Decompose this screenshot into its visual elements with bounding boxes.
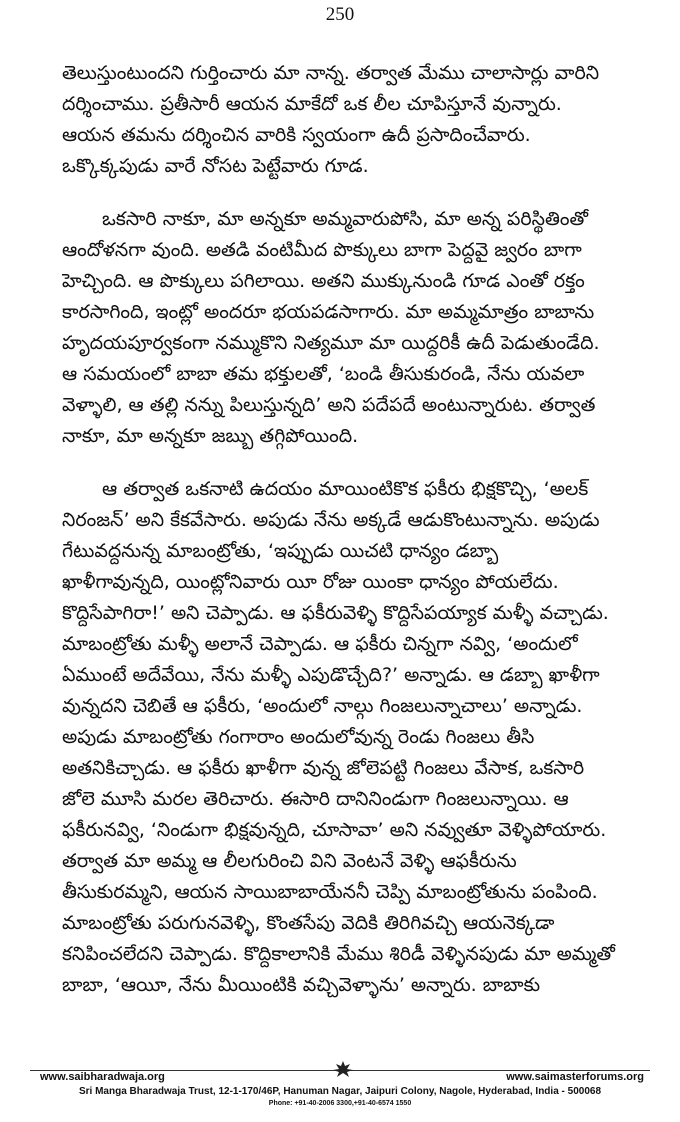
text-line: తెలుస్తుంటుందని గుర్తించారు మా నాన్న. తర్వాత మేము చాలాసార్లు వారిని [62, 62, 600, 84]
text-line: ఏముంటే అదేవేయి, నేను మళ్ళీ ఎపుడొచ్చేది?’ అన్నాడు. ఆ డబ్బా ఖాళీగా [62, 664, 600, 686]
text-line: ఆయన తమను దర్శించిన వారికి స్వయంగా ఉదీ ప్రసాదించేవారు. [62, 124, 531, 146]
body-text [62, 58, 622, 1023]
footer-emblem-icon [332, 1060, 354, 1078]
text-line: తర్వాత మా అమ్మ ఆ లీలగురించి విని వెంటనే వెళ్ళి ఆఫకీరును [62, 850, 517, 872]
text-line: మాబంట్రోతు మళ్ళీ అలానే చెప్పాడు. ఆ ఫకీరు చిన్నగా నవ్వి, ‘అందులో [62, 633, 578, 655]
footer-website-right[interactable]: www.saimasterforums.org [506, 1071, 644, 1083]
footer-address: Sri Manga Bharadwaja Trust, 12-1-170/46P, Hanuman Nagar, Jaipuri Colony, Nagole, Hyderabad, India - 500068 [78, 1086, 602, 1097]
paragraph [62, 474, 622, 1001]
text-line: కారసాగింది, ఇంట్లో అందరూ భయపడసాగారు. మా అమ్మమాత్రం బాబాను [62, 301, 595, 323]
page-footer [0, 1058, 680, 1122]
text-line: వెళ్ళాలి, ఆ తల్లి నన్ను పిలుస్తున్నది’ అని పదేపదే అంటున్నారుట. తర్వాత [62, 394, 596, 416]
paragraph [62, 204, 622, 452]
paragraph [62, 58, 622, 182]
footer-website-left[interactable]: www.saibharadwaja.org [40, 1071, 165, 1083]
text-line: ఒక్కొక్కపుడు వారే నోసట పెట్టేవారు గూడ. [62, 155, 369, 177]
text-line: కొద్దిసేపాగిరా!’ అని చెప్పాడు. ఆ ఫకీరువెళ్ళి కొద్దిసేపయ్యాక మళ్ళీ వచ్చాడు. [62, 602, 609, 624]
text-line: ఖాళీగావున్నది, యింట్లోనివారు యీ రోజు యింకా ధాన్యం పోయలేదు. [62, 571, 559, 593]
text-line: హృదయపూర్వకంగా నమ్ముకొని నిత్యమూ మా యిద్దరికీ ఉదీ పెడుతుండేది. [62, 332, 600, 354]
text-line: నాకూ, మా అన్నకూ జబ్బు తగ్గిపోయింది. [62, 425, 359, 447]
text-line: ఆందోళనగా వుంది. అతడి వంటిమీద పొక్కులు బాగా పెద్దవై జ్వరం బాగా [62, 239, 582, 261]
text-line: తీసుకురమ్మని, ఆయన సాయిబాబాయేననీ చెప్పి మాబంట్రోతును పంపింది. [62, 881, 598, 903]
text-line: అపుడు మాబంట్రోతు గంగారాం అందులోవున్న రెండు గింజలు తీసి [62, 726, 535, 748]
text-line: ఆ సమయంలో బాబా తమ భక్తులతో, ‘బండి తీసుకురండి, నేను యవలా [62, 363, 585, 385]
text-line: ఫకీరునవ్వి, ‘నిండుగా భిక్షవున్నది, చూసావా’ అని నవ్వుతూ వెళ్ళిపోయారు. [62, 819, 607, 841]
text-line: అతనికిచ్చాడు. ఆ ఫకీరు ఖాళీగా వున్న జోలెపట్టి గింజలు వేసాక, ఒకసారి [62, 757, 585, 779]
text-line: మాబంట్రోతు పరుగునవెళ్ళి, కొంతసేపు వెదికి తిరిగివచ్చి ఆయనెక్కడా [62, 912, 555, 934]
text-line: నిరంజన్’ అని కేకవేసారు. అపుడు నేను అక్కడే ఆడుకొంటున్నాను. అపుడు [62, 509, 600, 531]
text-line: గేటువద్దనున్న మాబంట్రోతు, ‘ఇప్పుడు యిచటి ధాన్యం డబ్బా [62, 540, 499, 562]
text-line: కనిపించలేదని చెప్పాడు. కొద్దికాలానికి మేము శిరిడీ వెళ్ళినపుడు మా అమ్మతో [62, 943, 615, 965]
text-line: ఒకసారి నాకూ, మా అన్నకూ అమ్మవారుపోసి, మా అన్న పరిస్థితింతో [102, 208, 589, 230]
text-line: వున్నదని చెబితే ఆ ఫకీరు, ‘అందులో నాల్గు గింజలున్నాచాలు’ అన్నాడు. [62, 695, 583, 717]
text-line: దర్శించాము. ప్రతీసారీ ఆయన మాకేదో ఒక లీల చూపిస్తూనే వున్నారు. [62, 93, 562, 115]
page-number: 250 [325, 4, 355, 25]
text-line: బాబా, ‘ఆయీ, నేను మీయింటికి వచ్చివెళ్ళాను’ అన్నారు. బాబాకు [62, 974, 541, 996]
text-line: హెచ్చింది. ఆ పొక్కులు పగిలాయి. అతని ముక్కునుండి గూడ ఎంతో రక్తం [62, 270, 585, 292]
text-line: ఆ తర్వాత ఒకనాటి ఉదయం మాయింటికొక ఫకీరు భిక్షకొచ్చి, ‘అలక్ [102, 478, 589, 500]
text-line: జోలె మూసి మరల తెరిచారు. ఈసారి దానినిండుగా గింజలున్నాయి. ఆ [62, 788, 569, 810]
footer-phone: Phone: +91-40-2006 3300,+91-40-6574 1550 [268, 1100, 412, 1107]
